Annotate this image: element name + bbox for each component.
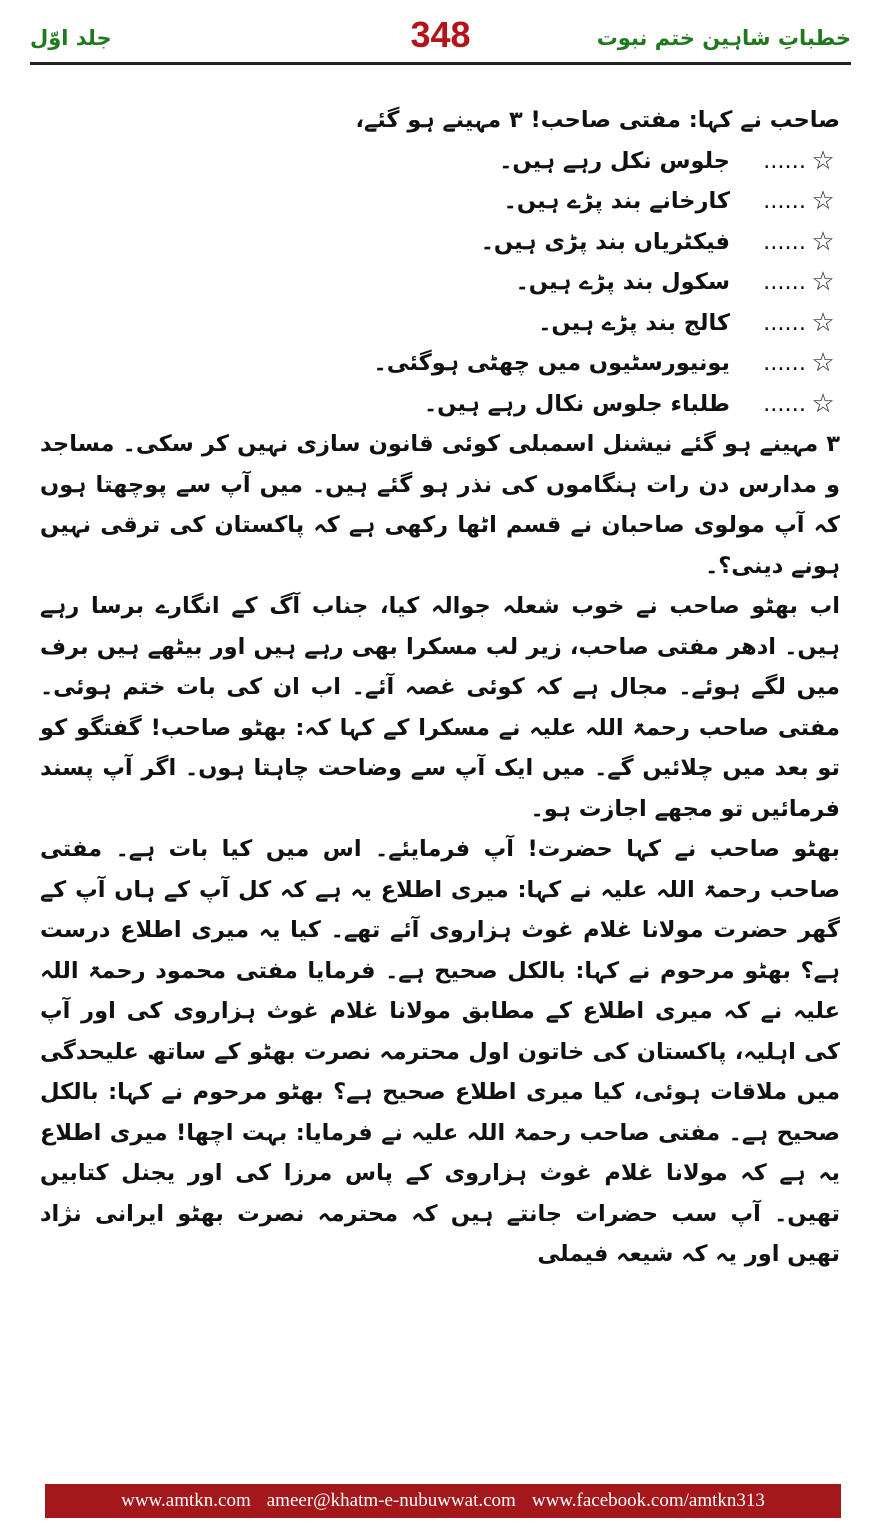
book-title: خطباتِ شاہین ختم نبوت [596,26,851,50]
bullet-list [40,141,840,425]
footer-email-link[interactable]: ameer@khatm-e-nubuwwat.com [266,1490,516,1511]
bullet-text: سکول بند پڑے ہیں۔ [515,269,730,295]
bullet-text: طلباء جلوس نکال رہے ہیں۔ [423,390,730,417]
footer-website-link[interactable]: www.amtkn.com [121,1490,251,1511]
page-number: 348 [410,14,471,55]
bullet-dots: ...... [763,350,806,376]
star-icon: ☆ [811,186,835,216]
bullet-dots: ...... [763,309,806,336]
page-header [30,14,851,58]
star-icon: ☆ [811,145,835,176]
intro-line: صاحب نے کہا: مفتی صاحب! ۳ مہینے ہو گئے، [355,107,840,133]
list-item [40,303,840,344]
bullet-dots: ...... [763,188,806,214]
list-item [40,181,840,222]
star-icon: ☆ [811,307,835,338]
header-divider [30,62,851,65]
list-item [40,262,840,303]
bullet-text: جلوس نکل رہے ہیں۔ [499,147,730,174]
paragraph-assembly: ۳ مہینے ہو گئے نیشنل اسمبلی کوئی قانون سازی نہیں کر سکی۔ مساجد و مدارس دن رات ہنگاموں کی نذر ہو گئے ہیں۔ میں آپ سے پوچھتا ہوں کہ آپ مولوی صاحبان نے قسم اٹھا رکھی ہے کہ پاکستان کی ترقی نہیں ہونے دینی؟۔ [40,431,840,579]
paragraph-bhutto-speech: اب بھٹو صاحب نے خوب شعلہ جوالہ کیا، جناب آگ کے انگارے برسا رہے ہیں۔ ادھر مفتی صاحب، زیر لب مسکرا بھی رہے ہیں اور بیٹھے ہیں برف میں لگے ہوئے۔ مجال ہے کہ کوئی غصہ آئے۔ اب ان کی بات ختم ہوئی۔ مفتی صاحب رحمۃ اللہ علیہ نے مسکرا کے کہا کہ: بھٹو صاحب! گفتگو کو تو بعد میں چلائیں گے۔ میں ایک آپ سے وضاحت چاہتا ہوں۔ اگر آپ پسند فرمائیں تو مجھے اجازت ہو۔ [40,593,840,822]
footer-facebook-link[interactable]: www.facebook.com/amtkn313 [531,1490,765,1511]
star-icon: ☆ [811,348,835,378]
list-item [40,222,840,263]
bullet-dots: ...... [763,269,806,295]
list-item [40,384,840,425]
bullet-dots: ...... [763,147,806,174]
page-body [40,100,840,1275]
bullet-dots: ...... [763,228,806,255]
bullet-text: کالج بند پڑے ہیں۔ [538,309,730,336]
star-icon: ☆ [811,226,835,257]
list-item [40,141,840,182]
volume-label: جلد اوّل [30,26,112,50]
star-icon: ☆ [811,267,835,297]
star-icon: ☆ [811,388,835,419]
bullet-text: فیکٹریاں بند پڑی ہیں۔ [480,228,730,255]
bullet-text: یونیورسٹیوں میں چھٹی ہوگئی۔ [373,350,730,376]
paragraph-mufti-reply: بھٹو صاحب نے کہا حضرت! آپ فرمایئے۔ اس میں کیا بات ہے۔ مفتی صاحب رحمۃ اللہ علیہ نے کہا: میری اطلاع یہ ہے کہ کل آپ کے ہاں آپ کے گھر حضرت مولانا غلام غوث ہزاروی آئے تھے۔ کیا یہ میری اطلاع درست ہے؟ بھٹو مرحوم نے کہا: بالکل صحیح ہے۔ فرمایا مفتی محمود رحمۃ اللہ علیہ نے کہ میری اطلاع کے مطابق مولانا غلام غوث ہزاروی کی اور آپ کی اہلیہ، پاکستان کی خاتون اول محترمہ نصرت بھٹو کے ساتھ علیحدگی میں ملاقات ہوئی، کیا میری اطلاع صحیح ہے؟ بھٹو مرحوم نے کہا: بالکل صحیح ہے۔ مفتی صاحب رحمۃ اللہ علیہ نے فرمایا: بہت اچھا! میری اطلاع یہ ہے کہ مولانا غلام غوث ہزاروی کے پاس مرزا کی اور یجنل کتابیں تھیں۔ آپ سب حضرات جانتے ہیں کہ محترمہ نصرت بھٹو ایرانی نژاد تھیں اور یہ کہ شیعہ فیملی [40,836,840,1267]
list-item [40,343,840,384]
page-footer [45,1484,841,1518]
bullet-text: کارخانے بند پڑے ہیں۔ [503,188,730,214]
bullet-dots: ...... [763,390,806,417]
